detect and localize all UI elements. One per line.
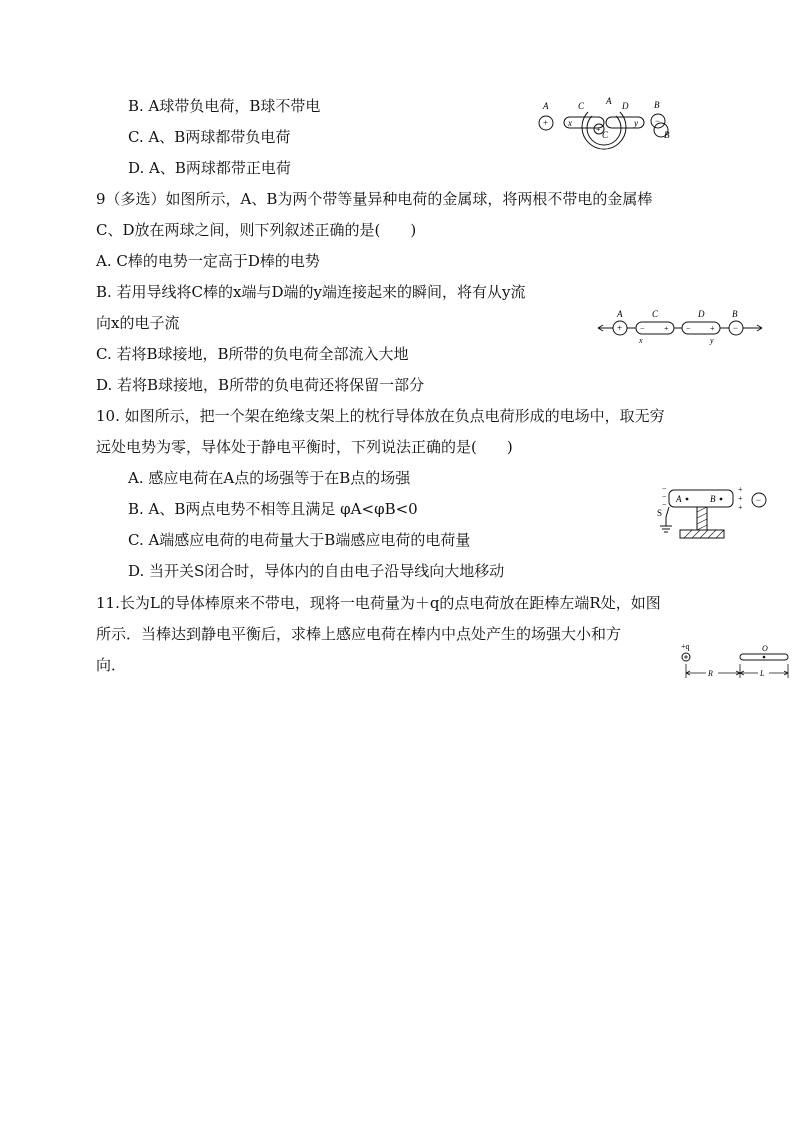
- q8-figure: [530, 94, 680, 154]
- q9-option-b-line1: B. 若用导线将C棒的x端与D端的y端连接起来的瞬间，将有从y流: [96, 283, 526, 301]
- q9-fig-label-d: D: [698, 309, 705, 319]
- q9-stem-line1: 9（多选）如图所示，A、B为两个带等量异种电荷的金属球，将两根不带电的金属棒: [96, 190, 653, 208]
- q9-fig-label-b: B: [732, 309, 738, 319]
- q9-fig-label-x: x: [639, 336, 643, 345]
- q10-fig-plus-2: +: [738, 494, 743, 503]
- q10-fig-plus-3: +: [738, 503, 743, 512]
- q8-fig-label-c: C: [578, 101, 585, 111]
- q9-fig-d-minus: −: [686, 324, 691, 333]
- q8-fig-c-plus: +: [596, 125, 601, 134]
- q11-stem-line3: 向．: [96, 656, 127, 674]
- q10-fig-minus-3: −: [662, 500, 667, 509]
- q8-fig-label-a: A: [543, 101, 549, 111]
- q9-option-d: D. 若将B球接地，B所带的负电荷还将保留一部分: [96, 376, 425, 394]
- q11-figure: [678, 640, 792, 684]
- q11-fig-label-r: R: [708, 669, 713, 678]
- q9-figure: [596, 306, 764, 346]
- q9-fig-a-plus: +: [617, 323, 623, 333]
- q8-option-d: D. A、B两球都带正电荷: [128, 159, 291, 177]
- q9-option-c: C. 若将B球接地，B所带的负电荷全部流入大地: [96, 345, 409, 363]
- q10-option-d: D. 当开关S闭合时，导体内的自由电子沿导线向大地移动: [128, 562, 505, 580]
- q8-fig-b-minus: −: [655, 116, 661, 126]
- q8-fig-label-d: D: [622, 101, 629, 111]
- q9-option-b-line2: 向x的电子流: [96, 314, 180, 332]
- q9-fig-c-plus: +: [664, 324, 669, 333]
- q10-fig-minus-2: −: [662, 492, 667, 501]
- q9-fig-b-minus: −: [733, 323, 739, 333]
- q8-fig-label-x: x: [568, 118, 572, 128]
- q10-figure: [654, 482, 772, 544]
- q9-fig-label-y: y: [710, 336, 714, 345]
- q11-stem-line2: 所示．当棒达到静电平衡后，求棒上感应电荷在棒内中点处产生的场强大小和方: [96, 625, 622, 643]
- q10-fig-label-s: S: [657, 508, 663, 518]
- q10-stem-line2: 远处电势为零，导体处于静电平衡时，下列说法正确的是( ): [96, 438, 513, 456]
- q8-fig-label-b: B: [654, 100, 660, 110]
- q9-stem-line2: C、D放在两球之间，则下列叙述正确的是( ): [96, 221, 417, 239]
- q8-fig-label-b2: B: [664, 130, 670, 140]
- q8-fig-a-plus: +: [543, 118, 549, 128]
- q10-option-a: A. 感应电荷在A点的场强等于在B点的场强: [128, 469, 411, 487]
- q10-fig-minus-1: −: [662, 484, 667, 493]
- q11-fig-label-q: +q: [681, 642, 690, 651]
- q11-stem-line1: 11.长为L的导体棒原来不带电，现将一电荷量为＋q的点电荷放在距棒左端R处，如图: [96, 594, 661, 612]
- q11-fig-label-l: L: [760, 669, 765, 678]
- q10-fig-charge-minus: −: [756, 495, 762, 505]
- q8-option-b: B. A球带负电荷，B球不带电: [128, 97, 321, 115]
- q10-option-c: C. A端感应电荷的电荷量大于B端感应电荷的电荷量: [128, 531, 471, 549]
- q8-fig-label-y: y: [634, 118, 638, 128]
- q10-fig-label-a: A: [676, 494, 682, 504]
- q10-fig-plus-1: +: [738, 485, 743, 494]
- q9-fig-d-plus: +: [710, 324, 715, 333]
- q9-fig-label-a: A: [617, 309, 623, 319]
- q9-fig-c-minus: −: [640, 324, 645, 333]
- q10-option-b: B. A、B两点电势不相等且满足 φA<φB<0: [128, 500, 418, 518]
- q9-fig-label-c: C: [652, 309, 659, 319]
- q10-fig-label-b: B: [710, 494, 716, 504]
- q10-stem-line1: 10. 如图所示，把一个架在绝缘支架上的枕行导体放在负点电荷形成的电场中，取无穷: [96, 407, 665, 425]
- q9-option-a: A. C棒的电势一定高于D棒的电势: [96, 252, 320, 270]
- q8-fig-label-a2: A: [606, 96, 612, 106]
- q8-option-c: C. A、B两球都带负电荷: [128, 128, 291, 146]
- q11-fig-label-o: O: [762, 644, 768, 653]
- q8-fig-label-c2: C: [602, 130, 609, 140]
